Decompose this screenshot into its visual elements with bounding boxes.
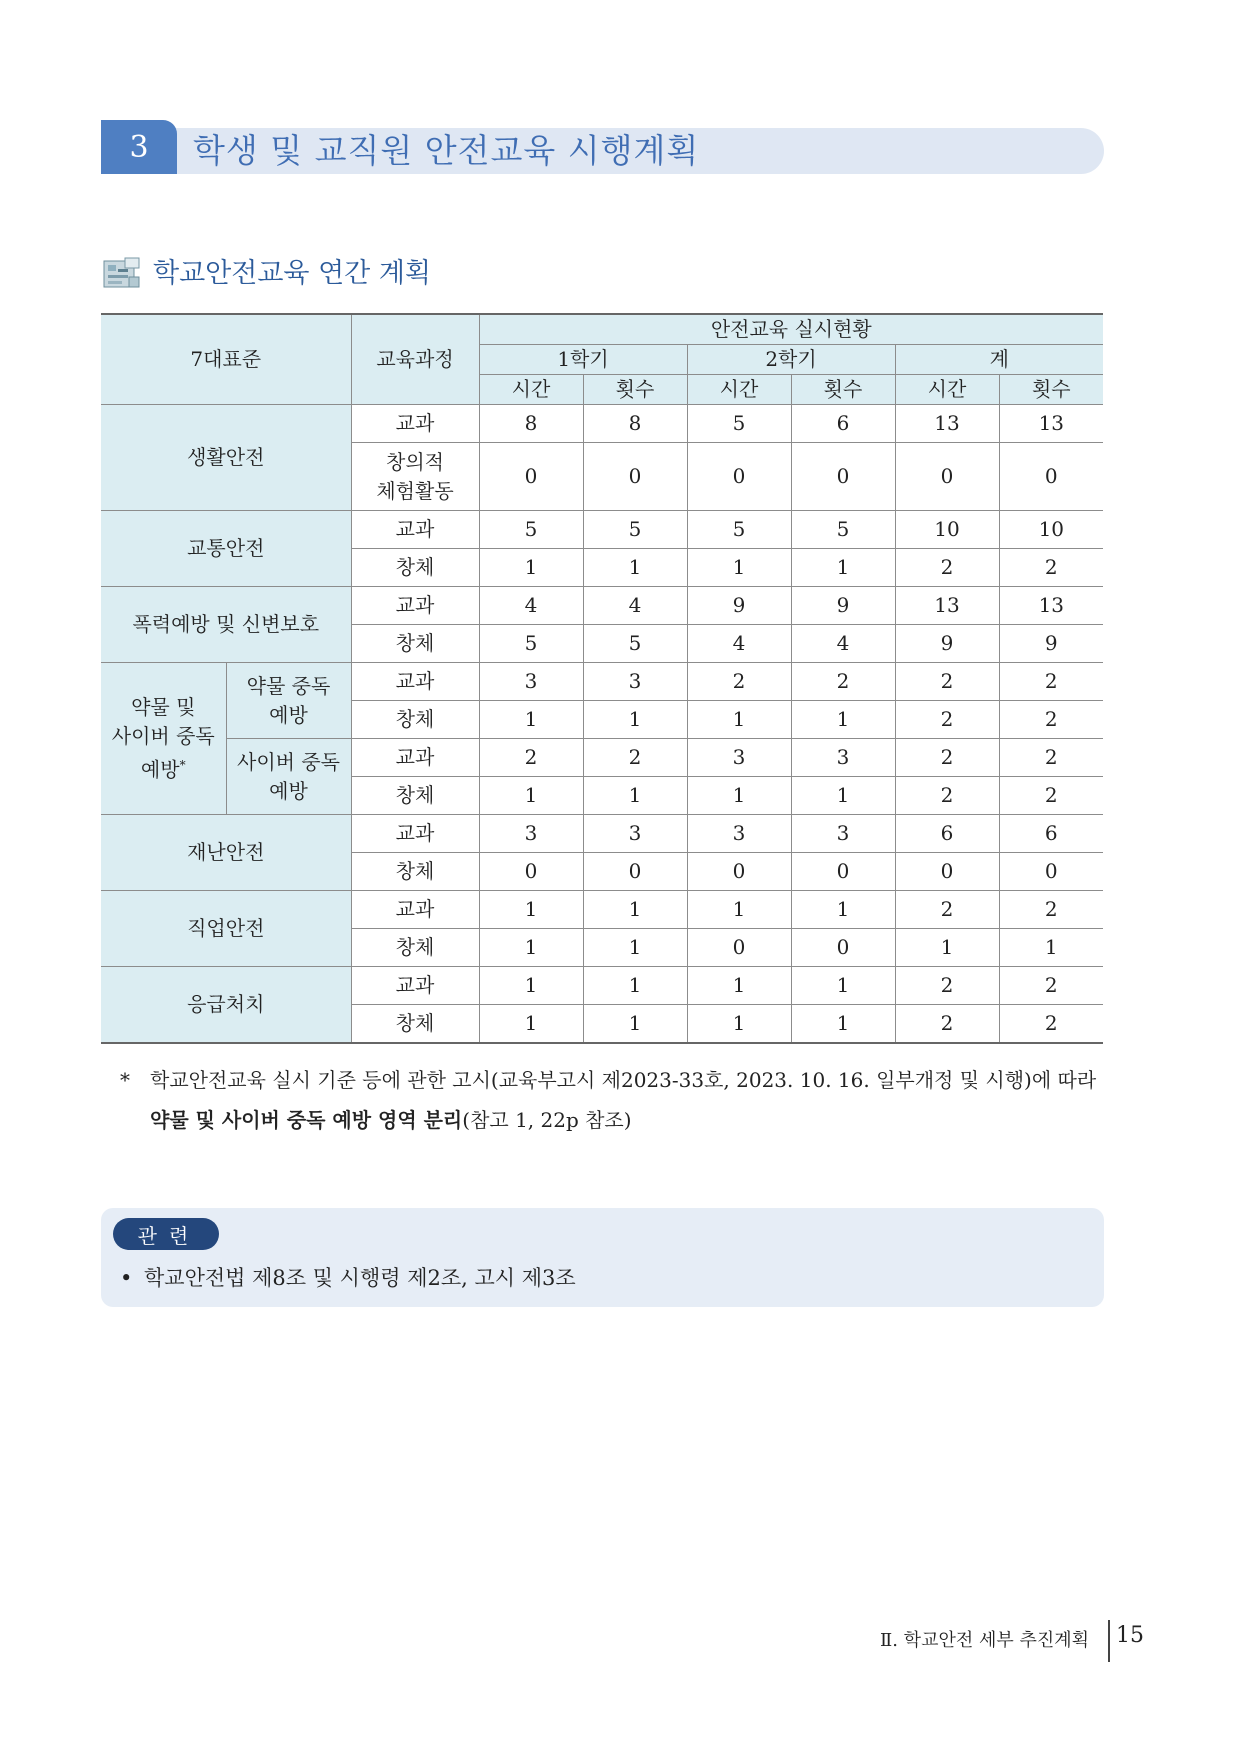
value-cell: 13 <box>895 405 999 443</box>
value-cell: 1 <box>479 701 583 739</box>
value-cell: 0 <box>687 929 791 967</box>
table-row <box>101 587 1103 625</box>
subcategory-line: 약물 중독 <box>246 673 331 698</box>
course-cell: 교과 <box>351 663 479 701</box>
course-cell: 교과 <box>351 967 479 1005</box>
value-cell: 3 <box>687 815 791 853</box>
value-cell: 5 <box>583 625 687 663</box>
table-row <box>101 739 1103 777</box>
value-cell: 0 <box>999 443 1103 511</box>
value-cell: 2 <box>895 739 999 777</box>
subcategory-label <box>226 663 351 739</box>
value-cell: 0 <box>479 853 583 891</box>
header-count: 횟수 <box>999 375 1103 405</box>
header-hours: 시간 <box>479 375 583 405</box>
value-cell: 0 <box>583 853 687 891</box>
header-hours: 시간 <box>687 375 791 405</box>
course-cell: 교과 <box>351 739 479 777</box>
value-cell: 0 <box>479 443 583 511</box>
course-cell <box>351 443 479 511</box>
course-cell: 창체 <box>351 777 479 815</box>
related-badge: 관련 <box>113 1218 219 1250</box>
value-cell: 13 <box>999 405 1103 443</box>
value-cell: 4 <box>583 587 687 625</box>
value-cell: 5 <box>479 511 583 549</box>
value-cell: 13 <box>999 587 1103 625</box>
value-cell: 1 <box>791 967 895 1005</box>
value-cell: 3 <box>583 663 687 701</box>
course-cell: 교과 <box>351 511 479 549</box>
value-cell: 2 <box>895 891 999 929</box>
value-cell: 2 <box>999 549 1103 587</box>
value-cell: 2 <box>999 701 1103 739</box>
footnote-ref: (참고 1, 22p 참조) <box>462 1108 632 1132</box>
value-cell: 1 <box>479 777 583 815</box>
category-label <box>101 663 226 815</box>
footer-divider <box>1108 1620 1110 1662</box>
value-cell: 5 <box>791 511 895 549</box>
value-cell: 9 <box>895 625 999 663</box>
table-row <box>101 815 1103 853</box>
section-number: 3 <box>101 120 177 174</box>
subheading-title: 학교안전교육 연간 계획 <box>153 258 431 289</box>
related-item-text: 학교안전법 제8조 및 시행령 제2조, 고시 제3조 <box>144 1266 576 1290</box>
course-cell: 교과 <box>351 405 479 443</box>
header-standard: 7대표준 <box>101 314 351 405</box>
value-cell: 1 <box>479 891 583 929</box>
course-cell: 창체 <box>351 853 479 891</box>
footnote-bold: 약물 및 사이버 중독 예방 영역 분리 <box>150 1108 463 1132</box>
document-chart-icon <box>103 257 141 289</box>
related-item <box>120 1262 576 1292</box>
value-cell: 5 <box>479 625 583 663</box>
value-cell: 1 <box>479 549 583 587</box>
section-title: 학생 및 교직원 안전교육 시행계획 <box>193 131 700 170</box>
value-cell: 2 <box>895 777 999 815</box>
bullet-icon: • <box>120 1266 133 1290</box>
value-cell: 0 <box>687 443 791 511</box>
value-cell: 3 <box>687 739 791 777</box>
value-cell: 8 <box>583 405 687 443</box>
value-cell: 5 <box>687 511 791 549</box>
value-cell: 0 <box>791 443 895 511</box>
header-row-1 <box>101 314 1103 345</box>
value-cell: 0 <box>687 853 791 891</box>
category-line: 예방 <box>140 757 180 782</box>
value-cell: 1 <box>583 967 687 1005</box>
value-cell: 3 <box>583 815 687 853</box>
course-cell: 교과 <box>351 587 479 625</box>
value-cell: 0 <box>895 853 999 891</box>
value-cell: 10 <box>999 511 1103 549</box>
value-cell: 1 <box>687 777 791 815</box>
value-cell: 2 <box>895 701 999 739</box>
footer-chapter: Ⅱ. 학교안전 세부 추진계획 <box>880 1630 1090 1651</box>
value-cell: 0 <box>895 443 999 511</box>
value-cell: 1 <box>583 549 687 587</box>
value-cell: 2 <box>479 739 583 777</box>
value-cell: 2 <box>895 967 999 1005</box>
value-cell: 0 <box>791 929 895 967</box>
footnote-line-1 <box>120 1060 1110 1100</box>
value-cell: 9 <box>999 625 1103 663</box>
asterisk-icon: * <box>120 1068 130 1092</box>
value-cell: 2 <box>895 549 999 587</box>
category-label: 폭력예방 및 신변보호 <box>101 587 351 663</box>
value-cell: 1 <box>583 929 687 967</box>
value-cell: 5 <box>583 511 687 549</box>
value-cell: 3 <box>479 663 583 701</box>
value-cell: 1 <box>687 891 791 929</box>
category-label: 생활안전 <box>101 405 351 511</box>
value-cell: 1 <box>479 967 583 1005</box>
value-cell: 1 <box>583 1005 687 1043</box>
value-cell: 1 <box>583 891 687 929</box>
value-cell: 1 <box>479 1005 583 1043</box>
course-cell: 창체 <box>351 625 479 663</box>
course-cell: 창체 <box>351 549 479 587</box>
category-label: 교통안전 <box>101 511 351 587</box>
course-cell: 창체 <box>351 701 479 739</box>
value-cell: 1 <box>687 701 791 739</box>
category-line: 약물 및 <box>131 694 196 719</box>
value-cell: 4 <box>791 625 895 663</box>
value-cell: 5 <box>687 405 791 443</box>
page-number: 15 <box>1116 1623 1144 1648</box>
course-cell: 창체 <box>351 1005 479 1043</box>
table-row <box>101 405 1103 443</box>
header-count: 횟수 <box>583 375 687 405</box>
value-cell: 1 <box>687 967 791 1005</box>
course-line: 체험활동 <box>376 478 454 503</box>
course-cell: 창체 <box>351 929 479 967</box>
value-cell: 3 <box>791 815 895 853</box>
course-cell: 교과 <box>351 815 479 853</box>
related-box <box>101 1208 1104 1307</box>
value-cell: 9 <box>687 587 791 625</box>
header-total: 계 <box>895 345 1103 375</box>
value-cell: 2 <box>583 739 687 777</box>
value-cell: 2 <box>687 663 791 701</box>
value-cell: 2 <box>999 663 1103 701</box>
value-cell: 6 <box>895 815 999 853</box>
value-cell: 1 <box>687 1005 791 1043</box>
header-course: 교육과정 <box>351 314 479 405</box>
value-cell: 1 <box>791 549 895 587</box>
footnote-text: 학교안전교육 실시 기준 등에 관한 고시(교육부고시 제2023-33호, 2023. 10. 16. 일부개정 및 시행)에 따라 <box>150 1068 1097 1092</box>
value-cell: 2 <box>999 1005 1103 1043</box>
value-cell: 1 <box>583 777 687 815</box>
table-row <box>101 663 1103 701</box>
value-cell: 1 <box>687 549 791 587</box>
table-row <box>101 967 1103 1005</box>
subcategory-line: 사이버 중독 <box>237 749 340 774</box>
value-cell: 2 <box>895 663 999 701</box>
category-line: 사이버 중독 <box>111 723 215 748</box>
value-cell: 1 <box>895 929 999 967</box>
value-cell: 0 <box>999 853 1103 891</box>
value-cell: 6 <box>791 405 895 443</box>
value-cell: 2 <box>999 891 1103 929</box>
header-count: 횟수 <box>791 375 895 405</box>
category-label: 재난안전 <box>101 815 351 891</box>
value-cell: 13 <box>895 587 999 625</box>
category-label: 응급처치 <box>101 967 351 1043</box>
value-cell: 2 <box>999 967 1103 1005</box>
value-cell: 2 <box>999 739 1103 777</box>
footnote-mark: * <box>179 757 186 772</box>
category-label: 직업안전 <box>101 891 351 967</box>
value-cell: 9 <box>791 587 895 625</box>
value-cell: 1 <box>479 929 583 967</box>
value-cell: 0 <box>791 853 895 891</box>
value-cell: 3 <box>479 815 583 853</box>
footnote-line-2 <box>120 1100 1110 1140</box>
value-cell: 4 <box>479 587 583 625</box>
header-hours: 시간 <box>895 375 999 405</box>
value-cell: 6 <box>999 815 1103 853</box>
table-row <box>101 511 1103 549</box>
value-cell: 4 <box>687 625 791 663</box>
value-cell: 1 <box>583 701 687 739</box>
table-row <box>101 891 1103 929</box>
subcategory-label <box>226 739 351 815</box>
footnote <box>120 1060 1110 1140</box>
value-cell: 0 <box>583 443 687 511</box>
value-cell: 2 <box>791 663 895 701</box>
safety-education-table <box>101 313 1103 1044</box>
value-cell: 1 <box>999 929 1103 967</box>
value-cell: 10 <box>895 511 999 549</box>
value-cell: 2 <box>895 1005 999 1043</box>
course-line: 창의적 <box>386 449 444 474</box>
value-cell: 3 <box>791 739 895 777</box>
value-cell: 1 <box>791 891 895 929</box>
value-cell: 1 <box>791 701 895 739</box>
subcategory-line: 예방 <box>269 778 308 803</box>
value-cell: 1 <box>791 777 895 815</box>
header-sem2: 2학기 <box>687 345 895 375</box>
subcategory-line: 예방 <box>269 702 308 727</box>
value-cell: 1 <box>791 1005 895 1043</box>
header-status: 안전교육 실시현황 <box>479 314 1103 345</box>
header-sem1: 1학기 <box>479 345 687 375</box>
course-cell: 교과 <box>351 891 479 929</box>
value-cell: 2 <box>999 777 1103 815</box>
value-cell: 8 <box>479 405 583 443</box>
